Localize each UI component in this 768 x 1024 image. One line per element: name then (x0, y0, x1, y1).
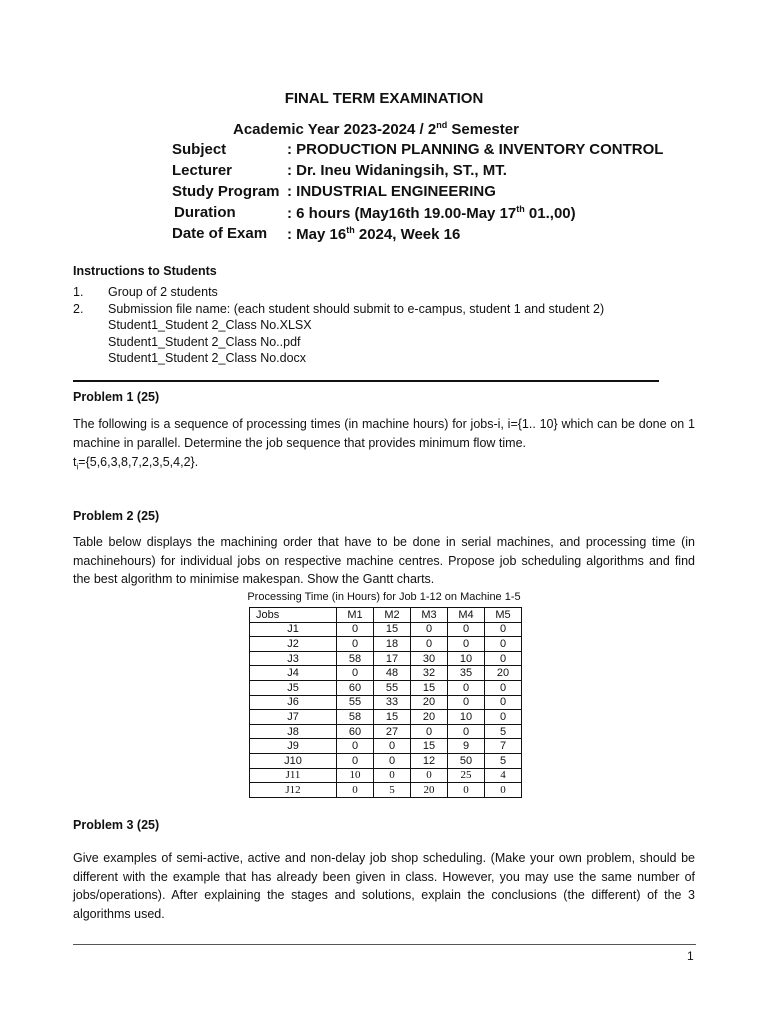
date-of-exam-value-b: 2024, Week 16 (354, 226, 461, 243)
lecturer-value: : Dr. Ineu Widaningsih, ST., MT. (287, 162, 507, 179)
table-row (250, 739, 522, 754)
subject-value: : PRODUCTION PLANNING & INVENTORY CONTROL (287, 141, 664, 158)
time-cell: 55 (374, 680, 411, 695)
date-of-exam-label: Date of Exam (172, 225, 268, 242)
time-cell: 0 (485, 695, 522, 710)
instruction-text: Student1_Student 2_Class No..pdf (108, 334, 301, 349)
instruction-text: Student1_Student 2_Class No.docx (108, 351, 307, 365)
problem1-formula (73, 455, 198, 472)
col-header-m5: M5 (485, 608, 522, 623)
time-cell: 20 (411, 695, 448, 710)
duration-value-a: : 6 hours (May16th 19.00-May 17 (287, 205, 517, 222)
problem3-heading: Problem 3 (25) (73, 818, 160, 832)
job-cell: J6 (250, 695, 337, 710)
exam-title: FINAL TERM EXAMINATION (284, 90, 484, 107)
duration-label: Duration (174, 204, 236, 221)
time-cell: 15 (374, 710, 411, 725)
problem3-text: Give examples of semi-active, active and non-delay job shop scheduling. (Make your own problem, should be different with the example that has already been given in class. However, you may use the same number of jobs/operations). After explaining the stages and solutions, explain the conclusions (the different) of the 3 algorithms used. (73, 851, 695, 921)
instructions-heading: Instructions to Students (73, 264, 217, 278)
date-of-exam-value-a: : May 16 (287, 226, 347, 243)
job-cell: J4 (250, 666, 337, 681)
formula-sub: i (76, 462, 79, 472)
instruction-text: Submission file name: (each student should submit to e-campus, student 1 and student 2) (108, 301, 605, 316)
time-cell: 0 (374, 739, 411, 754)
problem2-text: Table below displays the machining order that have to be done in serial machines, and processing time (in machinehours) for individual jobs on respective machine centres. Propose job scheduling algorithms and find the best algorithm to minimise makespan. Show the Gantt charts. (73, 535, 695, 586)
table-row (250, 783, 522, 798)
table-row (250, 753, 522, 768)
footer-rule (73, 944, 696, 945)
time-cell: 17 (374, 651, 411, 666)
table-caption: Processing Time (in Hours) for Job 1-12 on Machine 1-5 (247, 591, 521, 603)
time-cell: 10 (448, 710, 485, 725)
time-cell: 9 (448, 739, 485, 754)
col-header-m1: M1 (337, 608, 374, 623)
academic-year-text: Academic Year 2023-2024 / 2 (233, 121, 437, 138)
time-cell: 10 (448, 651, 485, 666)
academic-year (233, 120, 519, 138)
time-cell: 0 (448, 783, 485, 798)
col-header-jobs: Jobs (250, 608, 337, 623)
duration-sup: th (516, 204, 525, 214)
time-cell: 0 (485, 622, 522, 637)
job-cell: J1 (250, 622, 337, 637)
job-cell: J11 (250, 768, 337, 783)
job-cell: J5 (250, 680, 337, 695)
time-cell: 27 (374, 724, 411, 739)
job-cell: J10 (250, 753, 337, 768)
time-cell: 12 (411, 753, 448, 768)
time-cell: 10 (337, 768, 374, 783)
time-cell: 0 (448, 695, 485, 710)
time-cell: 0 (411, 622, 448, 637)
time-cell: 0 (448, 637, 485, 652)
lecturer-label: Lecturer (172, 162, 233, 179)
time-cell: 0 (337, 783, 374, 798)
time-cell: 0 (337, 637, 374, 652)
time-cell: 58 (337, 651, 374, 666)
time-cell: 32 (411, 666, 448, 681)
time-cell: 0 (411, 637, 448, 652)
time-cell: 50 (448, 753, 485, 768)
job-cell: J3 (250, 651, 337, 666)
page-number: 1 (687, 949, 694, 963)
time-cell: 5 (485, 753, 522, 768)
duration-value (287, 204, 576, 222)
problem1-heading: Problem 1 (25) (73, 390, 160, 404)
col-header-m3: M3 (411, 608, 448, 623)
time-cell: 58 (337, 710, 374, 725)
instruction-num: 1. (73, 285, 84, 299)
duration-value-b: 01.,00) (524, 205, 576, 222)
time-cell: 0 (374, 768, 411, 783)
formula-rest: ={5,6,3,8,7,2,3,5,4,2}. (78, 455, 199, 469)
table-row (250, 695, 522, 710)
time-cell: 20 (485, 666, 522, 681)
time-cell: 0 (448, 724, 485, 739)
date-of-exam-value (287, 225, 460, 243)
time-cell: 0 (337, 622, 374, 637)
time-cell: 0 (337, 739, 374, 754)
time-cell: 15 (411, 680, 448, 695)
time-cell: 18 (374, 637, 411, 652)
time-cell: 35 (448, 666, 485, 681)
processing-time-table (249, 607, 522, 798)
problem2-heading: Problem 2 (25) (73, 509, 160, 523)
time-cell: 0 (485, 637, 522, 652)
time-cell: 30 (411, 651, 448, 666)
time-cell: 48 (374, 666, 411, 681)
table-row (250, 724, 522, 739)
time-cell: 0 (411, 768, 448, 783)
table-row (250, 768, 522, 783)
time-cell: 33 (374, 695, 411, 710)
instruction-num: 2. (73, 301, 84, 316)
col-header-m2: M2 (374, 608, 411, 623)
job-cell: J8 (250, 724, 337, 739)
table-row (250, 680, 522, 695)
table-row (250, 637, 522, 652)
table-header-row (250, 608, 522, 623)
time-cell: 0 (448, 680, 485, 695)
time-cell: 0 (374, 753, 411, 768)
time-cell: 15 (374, 622, 411, 637)
section-divider (73, 380, 659, 382)
formula-t: t (73, 455, 77, 469)
time-cell: 0 (337, 753, 374, 768)
time-cell: 5 (374, 783, 411, 798)
col-header-m4: M4 (448, 608, 485, 623)
time-cell: 55 (337, 695, 374, 710)
academic-year-sup: nd (436, 120, 448, 130)
problem1-text: The following is a sequence of processing times (in machine hours) for jobs-i, i={1.. 10} which can be done on 1 machine in parallel. Determine the job sequence that provides minimum flow time. (73, 417, 695, 450)
job-cell: J7 (250, 710, 337, 725)
time-cell: 4 (485, 768, 522, 783)
study-program-label: Study Program (172, 183, 280, 200)
table-row (250, 666, 522, 681)
table-row (250, 651, 522, 666)
time-cell: 7 (485, 739, 522, 754)
date-of-exam-sup: th (346, 225, 355, 235)
time-cell: 15 (411, 739, 448, 754)
time-cell: 25 (448, 768, 485, 783)
job-cell: J12 (250, 783, 337, 798)
time-cell: 20 (411, 783, 448, 798)
instruction-text: Student1_Student 2_Class No.XLSX (108, 318, 312, 332)
time-cell: 0 (485, 680, 522, 695)
time-cell: 0 (485, 710, 522, 725)
subject-label: Subject (172, 141, 227, 158)
time-cell: 0 (411, 724, 448, 739)
time-cell: 20 (411, 710, 448, 725)
job-cell: J2 (250, 637, 337, 652)
academic-year-suffix: Semester (447, 121, 519, 138)
job-cell: J9 (250, 739, 337, 754)
time-cell: 5 (485, 724, 522, 739)
time-cell: 0 (485, 651, 522, 666)
time-cell: 60 (337, 724, 374, 739)
time-cell: 60 (337, 680, 374, 695)
instruction-text: Group of 2 students (108, 285, 218, 299)
time-cell: 0 (337, 666, 374, 681)
table-row (250, 710, 522, 725)
study-program-value: : INDUSTRIAL ENGINEERING (287, 183, 496, 200)
time-cell: 0 (448, 622, 485, 637)
table-row (250, 622, 522, 637)
time-cell: 0 (485, 783, 522, 798)
